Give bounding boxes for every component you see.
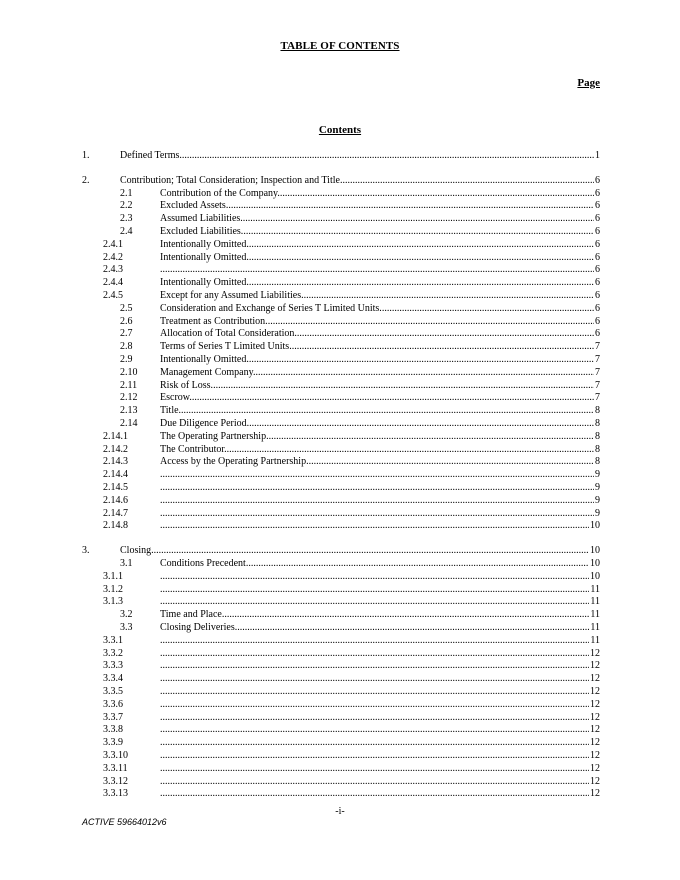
toc-entry-number: 2.14.7 bbox=[103, 507, 128, 519]
toc-entry-page: 12 bbox=[590, 750, 600, 761]
dot-leader bbox=[237, 622, 589, 634]
toc-entry[interactable] bbox=[0, 584, 680, 596]
toc-entry[interactable] bbox=[0, 456, 680, 468]
dot-leader bbox=[160, 660, 589, 672]
toc-entry[interactable] bbox=[0, 622, 680, 634]
toc-entry[interactable] bbox=[0, 648, 680, 660]
toc-entry-page: 7 bbox=[595, 354, 600, 365]
toc-entry-line bbox=[120, 150, 600, 162]
toc-entry-line bbox=[160, 635, 600, 647]
toc-entry-number: 2.14.5 bbox=[103, 482, 128, 493]
toc-entry[interactable] bbox=[0, 776, 680, 788]
toc-entry-line bbox=[160, 508, 600, 520]
toc-entry-number: 2.12 bbox=[120, 392, 138, 404]
toc-entry-page: 6 bbox=[595, 174, 600, 186]
toc-entry-number: 3.3.4 bbox=[103, 673, 123, 685]
toc-entry-line bbox=[160, 290, 600, 302]
toc-entry-page: 12 bbox=[590, 724, 600, 736]
toc-entry[interactable] bbox=[0, 290, 680, 302]
toc-entry-line bbox=[160, 622, 600, 634]
toc-entry[interactable] bbox=[0, 175, 680, 187]
toc-entry-title: Assumed Liabilities. bbox=[160, 213, 243, 225]
toc-entry[interactable] bbox=[0, 495, 680, 507]
toc-entry-page: 12 bbox=[590, 762, 600, 774]
toc-entry-number: 2.3 bbox=[120, 213, 133, 225]
toc-entry[interactable] bbox=[0, 571, 680, 583]
dot-leader bbox=[292, 341, 594, 353]
toc-entry-line bbox=[160, 367, 600, 379]
toc-entry-number: 2. bbox=[82, 174, 90, 186]
toc-entry-line bbox=[160, 226, 600, 238]
toc-entry-title: The Operating Partnership. bbox=[160, 430, 269, 442]
toc-entry-line bbox=[160, 699, 600, 711]
toc-entry[interactable] bbox=[0, 328, 680, 340]
toc-entry-line bbox=[160, 712, 600, 724]
toc-entry-line bbox=[160, 188, 600, 200]
dot-leader bbox=[160, 737, 589, 749]
toc-entry[interactable] bbox=[0, 660, 680, 672]
toc-entry-page: 8 bbox=[595, 443, 600, 455]
toc-entry-page: 9 bbox=[595, 469, 600, 481]
dot-leader bbox=[160, 469, 594, 481]
toc-entry-page: 6 bbox=[595, 200, 600, 212]
contents-heading: Contents bbox=[318, 124, 362, 136]
dot-leader bbox=[268, 316, 594, 328]
toc-entry-title: Access by the Operating Partnership. bbox=[160, 456, 309, 468]
toc-entry-line bbox=[160, 200, 600, 212]
toc-entry-line bbox=[160, 418, 600, 430]
dot-leader bbox=[228, 200, 594, 212]
page-column-label: Page bbox=[577, 77, 600, 89]
toc-entry-number: 2.4.3 bbox=[103, 264, 123, 276]
toc-entry-number: 2.4.1 bbox=[103, 238, 123, 250]
page-number: -i- bbox=[335, 806, 345, 817]
toc-entry-title: Terms of Series T Limited Units. bbox=[160, 341, 292, 353]
toc-entry-number: 2.14.3 bbox=[103, 456, 128, 468]
toc-entry-title: Management Company. bbox=[160, 366, 256, 378]
toc-entry-line bbox=[160, 469, 600, 481]
toc-entry-page: 12 bbox=[590, 660, 600, 672]
toc-entry-number: 2.14.1 bbox=[103, 430, 128, 442]
dot-leader bbox=[160, 508, 594, 520]
toc-entry-number: 2.5 bbox=[120, 302, 133, 314]
toc-entry-title: Escrow. bbox=[160, 392, 192, 404]
toc-entry-title: Time and Place. bbox=[160, 609, 225, 621]
dot-leader bbox=[160, 520, 589, 532]
toc-entry-page: 6 bbox=[595, 264, 600, 276]
toc-entry-line bbox=[160, 648, 600, 660]
toc-entry-number: 3.1.1 bbox=[103, 570, 123, 582]
toc-entry-page: 10 bbox=[590, 570, 600, 582]
toc-entry-number: 2.1 bbox=[120, 187, 133, 199]
toc-entry-line bbox=[160, 660, 600, 672]
toc-entry-line bbox=[160, 444, 600, 456]
toc-entry[interactable] bbox=[0, 635, 680, 647]
toc-entry-number: 3.3.13 bbox=[103, 788, 128, 800]
toc-entry[interactable] bbox=[0, 724, 680, 736]
toc-entry-page: 9 bbox=[595, 482, 600, 493]
toc-entry-number: 3.3.11 bbox=[103, 762, 128, 774]
toc-entry-line bbox=[160, 686, 600, 698]
toc-entry[interactable] bbox=[0, 520, 680, 532]
dot-leader bbox=[249, 277, 594, 289]
toc-entry-number: 2.11 bbox=[120, 379, 138, 391]
toc-entry-page: 11 bbox=[590, 609, 600, 621]
dot-leader bbox=[304, 290, 594, 302]
toc-entry[interactable] bbox=[0, 444, 680, 456]
toc-entry-title: Contribution of the Company. bbox=[160, 187, 280, 199]
toc-entry-number: 2.4 bbox=[120, 226, 133, 237]
toc-entry[interactable] bbox=[0, 150, 680, 162]
toc-entry-page: 8 bbox=[595, 456, 600, 468]
dot-leader bbox=[249, 418, 594, 430]
toc-entry[interactable] bbox=[0, 367, 680, 379]
toc-entry-number: 2.8 bbox=[120, 341, 133, 353]
dot-leader bbox=[213, 380, 594, 392]
toc-entry-line bbox=[160, 213, 600, 225]
toc-entry[interactable] bbox=[0, 303, 680, 315]
dot-leader bbox=[160, 699, 589, 711]
dot-leader bbox=[248, 558, 589, 570]
dot-leader bbox=[249, 354, 594, 366]
toc-entry-title: Closing. bbox=[120, 545, 154, 557]
toc-entry-number: 3.1.2 bbox=[103, 583, 123, 595]
toc-entry[interactable] bbox=[0, 686, 680, 698]
toc-entry-line bbox=[160, 609, 600, 621]
toc-entry-line bbox=[160, 252, 600, 264]
toc-entry-title: Closing Deliveries. bbox=[160, 622, 238, 633]
dot-leader bbox=[181, 405, 594, 417]
toc-entry-page: 6 bbox=[595, 187, 600, 199]
toc-entry-number: 1. bbox=[82, 150, 90, 161]
toc-entry-number: 3.3 bbox=[120, 622, 133, 633]
toc-entry-number: 3.3.12 bbox=[103, 775, 128, 787]
toc-entry[interactable] bbox=[0, 239, 680, 251]
dot-leader bbox=[154, 545, 589, 557]
toc-entry-number: 3.3.1 bbox=[103, 634, 123, 646]
toc-entry-number: 3.3.6 bbox=[103, 698, 123, 710]
toc-entry-line bbox=[160, 788, 600, 800]
toc-entry-line bbox=[160, 380, 600, 392]
toc-entry-line bbox=[160, 264, 600, 276]
toc-entry[interactable] bbox=[0, 264, 680, 276]
toc-entry-title: Intentionally Omitted. bbox=[160, 277, 249, 289]
toc-entry-page: 6 bbox=[595, 213, 600, 225]
toc-entry-line bbox=[160, 763, 600, 775]
toc-entry-number: 2.14 bbox=[120, 418, 138, 429]
dot-leader bbox=[160, 776, 589, 788]
dot-leader bbox=[160, 264, 594, 276]
toc-entry-title: Risk of Loss. bbox=[160, 379, 214, 391]
toc-entry-number: 2.4.2 bbox=[103, 251, 123, 263]
toc-entry[interactable] bbox=[0, 213, 680, 225]
toc-entry-page: 10 bbox=[590, 520, 600, 532]
dot-leader bbox=[160, 482, 594, 494]
dot-leader bbox=[382, 303, 594, 315]
toc-entry-line bbox=[160, 303, 600, 315]
dot-leader bbox=[160, 788, 589, 800]
dot-leader bbox=[160, 571, 589, 583]
toc-entry-page: 12 bbox=[590, 711, 600, 723]
dot-leader bbox=[160, 635, 589, 647]
toc-entry[interactable] bbox=[0, 469, 680, 481]
toc-entry-page: 6 bbox=[595, 302, 600, 314]
toc-entry-number: 2.6 bbox=[120, 315, 133, 327]
toc-entry-line bbox=[160, 776, 600, 788]
toc-entry-page: 11 bbox=[590, 596, 600, 608]
toc-entry[interactable] bbox=[0, 405, 680, 417]
toc-entry-number: 2.13 bbox=[120, 405, 138, 417]
dot-leader bbox=[297, 328, 594, 340]
toc-entry-number: 3.3.5 bbox=[103, 686, 123, 697]
dot-leader bbox=[255, 367, 594, 379]
toc-entry[interactable] bbox=[0, 380, 680, 392]
toc-entry-title: Allocation of Total Consideration. bbox=[160, 328, 297, 340]
toc-entry[interactable] bbox=[0, 763, 680, 775]
toc-entry-number: 3.3.10 bbox=[103, 750, 128, 761]
toc-entry[interactable] bbox=[0, 341, 680, 353]
toc-entry-page: 7 bbox=[595, 392, 600, 404]
toc-entry-page: 11 bbox=[590, 583, 600, 595]
toc-entry[interactable] bbox=[0, 316, 680, 328]
toc-entry-page: 11 bbox=[590, 634, 600, 646]
toc-entry[interactable] bbox=[0, 354, 680, 366]
toc-entry-page: 6 bbox=[595, 238, 600, 250]
toc-entry[interactable] bbox=[0, 712, 680, 724]
toc-entry-number: 2.14.6 bbox=[103, 494, 128, 506]
dot-leader bbox=[160, 584, 589, 596]
toc-entry-page: 12 bbox=[590, 737, 600, 749]
toc-entry-page: 10 bbox=[590, 545, 600, 557]
toc-entry-page: 12 bbox=[590, 698, 600, 710]
toc-entry-number: 2.2 bbox=[120, 200, 133, 212]
toc-entry-page: 12 bbox=[590, 775, 600, 787]
toc-entry[interactable] bbox=[0, 252, 680, 264]
toc-entry-number: 3.3.3 bbox=[103, 660, 123, 672]
dot-leader bbox=[249, 239, 594, 251]
toc-entry-number: 3.3.8 bbox=[103, 724, 123, 736]
toc-entry[interactable] bbox=[0, 482, 680, 494]
toc-entry[interactable] bbox=[0, 431, 680, 443]
dot-leader bbox=[192, 392, 594, 404]
toc-entry-number: 2.9 bbox=[120, 354, 133, 365]
toc-entry-number: 3.3.9 bbox=[103, 737, 123, 749]
toc-entry-line bbox=[160, 328, 600, 340]
toc-entry-page: 12 bbox=[590, 686, 600, 697]
toc-entry-page: 8 bbox=[595, 430, 600, 442]
toc-entry[interactable] bbox=[0, 673, 680, 685]
toc-entry-page: 6 bbox=[595, 251, 600, 263]
toc-entry-title: Intentionally Omitted. bbox=[160, 238, 249, 250]
dot-leader bbox=[280, 188, 594, 200]
toc-entry-number: 3.1.3 bbox=[103, 596, 123, 608]
toc-entry[interactable] bbox=[0, 188, 680, 200]
toc-entry-number: 2.4.5 bbox=[103, 290, 123, 301]
toc-entry-title: Defined Terms. bbox=[120, 150, 182, 161]
toc-entry-line bbox=[160, 520, 600, 532]
toc-entry-title: Consideration and Exchange of Series T Limited Units. bbox=[160, 302, 382, 314]
toc-entry-title: The Contributor. bbox=[160, 443, 227, 455]
dot-leader bbox=[243, 213, 594, 225]
toc-entry-line bbox=[160, 495, 600, 507]
toc-entry-number: 2.14.2 bbox=[103, 443, 128, 455]
dot-leader bbox=[249, 252, 594, 264]
toc-entry-line bbox=[160, 431, 600, 443]
toc-entry-title: Contribution; Total Consideration; Inspection and Title. bbox=[120, 174, 343, 186]
toc-entry-number: 2.4.4 bbox=[103, 277, 123, 289]
toc-entry-line bbox=[160, 456, 600, 468]
toc-entry-page: 1 bbox=[595, 150, 600, 161]
toc-entry[interactable] bbox=[0, 699, 680, 711]
toc-entry[interactable] bbox=[0, 596, 680, 608]
toc-entry-number: 2.14.8 bbox=[103, 520, 128, 532]
toc-entry-line bbox=[160, 405, 600, 417]
dot-leader bbox=[160, 750, 589, 762]
dot-leader bbox=[309, 456, 594, 468]
toc-entry[interactable] bbox=[0, 200, 680, 212]
dot-leader bbox=[224, 609, 589, 621]
toc-entry-page: 12 bbox=[590, 647, 600, 659]
dot-leader bbox=[160, 648, 589, 660]
toc-entry-page: 6 bbox=[595, 315, 600, 327]
dot-leader bbox=[160, 673, 589, 685]
toc-entry-line bbox=[160, 724, 600, 736]
toc-entry-page: 7 bbox=[595, 341, 600, 353]
toc-entry-line bbox=[160, 750, 600, 762]
dot-leader bbox=[160, 596, 589, 608]
toc-entry-title: Title. bbox=[160, 405, 182, 417]
toc-entry-number: 3.3.7 bbox=[103, 711, 123, 723]
toc-entry-page: 9 bbox=[595, 494, 600, 506]
toc-entry[interactable] bbox=[0, 545, 680, 557]
toc-entry-number: 2.7 bbox=[120, 328, 133, 340]
dot-leader bbox=[160, 495, 594, 507]
toc-entry[interactable] bbox=[0, 277, 680, 289]
toc-entry-number: 3.1 bbox=[120, 558, 133, 569]
toc-entry-line bbox=[160, 341, 600, 353]
dot-leader bbox=[182, 150, 594, 162]
toc-entry[interactable] bbox=[0, 788, 680, 800]
toc-entry-page: 8 bbox=[595, 405, 600, 417]
toc-entry-page: 6 bbox=[595, 290, 600, 301]
toc-entry-page: 10 bbox=[590, 558, 600, 569]
dot-leader bbox=[243, 226, 594, 238]
toc-entry-title: Excluded Liabilities. bbox=[160, 226, 244, 237]
toc-entry-number: 2.10 bbox=[120, 366, 138, 378]
dot-leader bbox=[160, 712, 589, 724]
toc-entry-page: 12 bbox=[590, 788, 600, 800]
toc-entry[interactable] bbox=[0, 508, 680, 520]
toc-entry-title: Due Diligence Period. bbox=[160, 418, 250, 429]
toc-entry-line bbox=[160, 596, 600, 608]
toc-entry-title: Intentionally Omitted. bbox=[160, 251, 249, 263]
toc-entry-line bbox=[160, 354, 600, 366]
toc-entry[interactable] bbox=[0, 737, 680, 749]
toc-entry-page: 12 bbox=[590, 673, 600, 685]
toc-entry-line bbox=[160, 558, 600, 570]
toc-entry-number: 3.3.2 bbox=[103, 647, 123, 659]
toc-entry-line bbox=[160, 392, 600, 404]
toc-entry[interactable] bbox=[0, 609, 680, 621]
toc-entry-line bbox=[120, 175, 600, 187]
toc-entry-page: 9 bbox=[595, 507, 600, 519]
toc-entry-page: 6 bbox=[595, 277, 600, 289]
toc-entry-line bbox=[160, 737, 600, 749]
dot-leader bbox=[227, 444, 594, 456]
toc-entry-line bbox=[160, 316, 600, 328]
toc-entry-page: 11 bbox=[590, 622, 600, 633]
dot-leader bbox=[269, 431, 594, 443]
toc-entry[interactable] bbox=[0, 226, 680, 238]
toc-entry-line bbox=[160, 239, 600, 251]
toc-entry[interactable] bbox=[0, 392, 680, 404]
toc-entry-number: 3.2 bbox=[120, 609, 133, 621]
toc-entry-title: Conditions Precedent. bbox=[160, 558, 249, 569]
dot-leader bbox=[160, 686, 589, 698]
toc-entry-title: Except for any Assumed Liabilities. bbox=[160, 290, 304, 301]
dot-leader bbox=[160, 724, 589, 736]
toc-entry-page: 8 bbox=[595, 418, 600, 429]
toc-entry-line bbox=[160, 571, 600, 583]
toc-entry-title: Excluded Assets. bbox=[160, 200, 229, 212]
toc-entry-line bbox=[120, 545, 600, 557]
toc-entry-line bbox=[160, 584, 600, 596]
toc-entry-page: 6 bbox=[595, 226, 600, 237]
toc-entry-page: 7 bbox=[595, 366, 600, 378]
dot-leader bbox=[342, 175, 594, 187]
toc-entry[interactable] bbox=[0, 750, 680, 762]
document-title: TABLE OF CONTENTS bbox=[280, 40, 400, 52]
document-id-footer: ACTIVE 59664012v6 bbox=[82, 817, 167, 827]
toc-entry-page: 7 bbox=[595, 379, 600, 391]
toc-entry-line bbox=[160, 673, 600, 685]
toc-entry-page: 6 bbox=[595, 328, 600, 340]
toc-entry-number: 3. bbox=[82, 545, 90, 557]
toc-entry[interactable] bbox=[0, 418, 680, 430]
toc-entry-title: Treatment as Contribution. bbox=[160, 315, 268, 327]
toc-entry[interactable] bbox=[0, 558, 680, 570]
toc-entry-line bbox=[160, 277, 600, 289]
dot-leader bbox=[160, 763, 589, 775]
toc-entry-line bbox=[160, 482, 600, 494]
toc-entry-title: Intentionally Omitted. bbox=[160, 354, 249, 365]
toc-entry-number: 2.14.4 bbox=[103, 469, 128, 481]
